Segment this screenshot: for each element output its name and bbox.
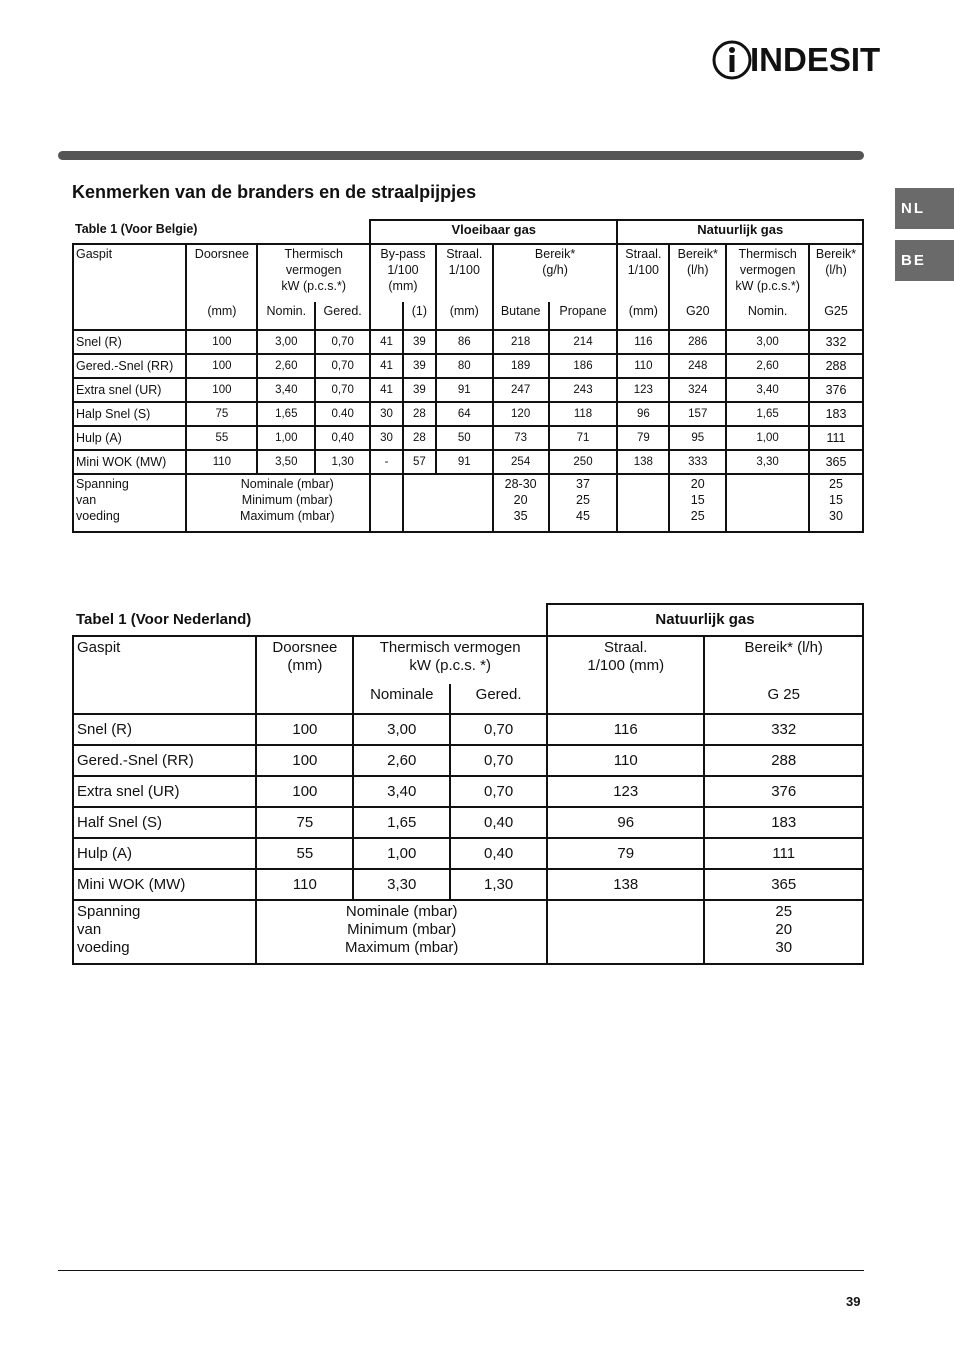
table-cell: 243: [549, 378, 618, 402]
table-cell: 218: [493, 330, 549, 354]
table-cell: 116: [617, 330, 669, 354]
table-cell: 250: [549, 450, 618, 474]
burner-name: Extra snel (UR): [73, 378, 186, 402]
table-cell: 376: [809, 378, 863, 402]
burner-name: Snel (R): [73, 714, 256, 745]
table-cell: 75: [186, 402, 257, 426]
table-cell: 0,40: [315, 426, 370, 450]
table-cell: 138: [617, 450, 669, 474]
supply-cell: [547, 900, 704, 964]
table-cell: 332: [704, 714, 863, 745]
table-cell: 3,30: [353, 869, 450, 900]
table-cell: 0,70: [450, 776, 547, 807]
burner-table-netherlands: [72, 603, 864, 965]
table-cell: 1,00: [257, 426, 315, 450]
supply-propane: 37 25 45: [549, 474, 618, 532]
table-cell: 2,60: [726, 354, 809, 378]
sub-header: Gered.: [315, 302, 370, 330]
table-cell: 3,40: [257, 378, 315, 402]
burner-table-belgium: [72, 219, 864, 533]
supply-label: Spanning van voeding: [73, 900, 256, 964]
supply-g20: 20 15 25: [669, 474, 726, 532]
sub-header: [73, 684, 256, 714]
section-title: Kenmerken van de branders en de straalpijpjes: [72, 182, 477, 202]
table-cell: 55: [256, 838, 353, 869]
table-cell: 324: [669, 378, 726, 402]
table-cell: 0,70: [315, 378, 370, 402]
col-header-straal: Straal. 1/100 (mm): [547, 636, 704, 684]
table-cell: 288: [809, 354, 863, 378]
table-cell: 100: [186, 330, 257, 354]
table-cell: 100: [256, 776, 353, 807]
table-cell: 39: [403, 354, 436, 378]
table-cell: 30: [370, 426, 403, 450]
table-cell: 365: [704, 869, 863, 900]
group-header-ng: Natuurlijk gas: [617, 220, 863, 244]
table-cell: 57: [403, 450, 436, 474]
supply-g25: 25 20 30: [704, 900, 863, 964]
table-cell: 41: [370, 354, 403, 378]
table-cell: 3,40: [726, 378, 809, 402]
table-cell: 55: [186, 426, 257, 450]
table-cell: 123: [547, 776, 704, 807]
table-row: [73, 426, 863, 450]
table-cell: 1,30: [450, 869, 547, 900]
burner-name: Extra snel (UR): [73, 776, 256, 807]
table-cell: 0.40: [315, 402, 370, 426]
col-header-doorsnee: Doorsnee (mm): [256, 636, 353, 684]
sub-header: Butane: [493, 302, 549, 330]
footer-rule: [58, 1270, 864, 1271]
table-cell: 100: [256, 745, 353, 776]
sub-header-gered: Gered.: [450, 684, 547, 714]
table-caption: Tabel 1 (Voor Nederland): [73, 604, 547, 636]
table-cell: 95: [669, 426, 726, 450]
table-cell: 157: [669, 402, 726, 426]
col-header-bereik: Bereik* (l/h): [704, 636, 863, 684]
table-cell: 3,30: [726, 450, 809, 474]
table-cell: 0,40: [450, 807, 547, 838]
burner-name: Mini WOK (MW): [73, 869, 256, 900]
supply-label: Spanning van voeding: [73, 474, 186, 532]
col-header-straal: Straal. 1/100: [436, 244, 493, 302]
table-cell: 214: [549, 330, 618, 354]
table-cell: 332: [809, 330, 863, 354]
col-header-straal-ng: Straal. 1/100: [617, 244, 669, 302]
col-header-gaspit: Gaspit: [73, 244, 186, 302]
table-row: [73, 869, 863, 900]
table-cell: 1,65: [726, 402, 809, 426]
table-cell: 116: [547, 714, 704, 745]
table-row: [73, 776, 863, 807]
sub-header: Nomin.: [257, 302, 315, 330]
supply-cell: [370, 474, 403, 532]
sub-header: G25: [809, 302, 863, 330]
table-cell: 1,00: [726, 426, 809, 450]
supply-g25: 25 15 30: [809, 474, 863, 532]
table-cell: 79: [547, 838, 704, 869]
sub-header: (1): [403, 302, 436, 330]
table-cell: 0,70: [450, 714, 547, 745]
col-header-doorsnee: Doorsnee: [186, 244, 257, 302]
table-cell: 41: [370, 378, 403, 402]
sub-header: [370, 302, 403, 330]
table-cell: 71: [549, 426, 618, 450]
table-cell: 138: [547, 869, 704, 900]
supply-cell: [726, 474, 809, 532]
table-cell: 100: [256, 714, 353, 745]
table-cell: 50: [436, 426, 493, 450]
sub-header: [73, 302, 186, 330]
burner-name: Hulp (A): [73, 426, 186, 450]
header-rule: [58, 151, 864, 160]
table-row: [73, 354, 863, 378]
supply-pressure-labels: Nominale (mbar) Minimum (mbar) Maximum (mbar): [256, 900, 547, 964]
group-header-ng: Natuurlijk gas: [547, 604, 863, 636]
sub-header: (mm): [436, 302, 493, 330]
table-cell: 183: [809, 402, 863, 426]
col-header-thermisch: Thermisch vermogen kW (p.c.s. *): [353, 636, 547, 684]
supply-pressure-labels: Nominale (mbar) Minimum (mbar) Maximum (mbar): [186, 474, 370, 532]
table-cell: 2,60: [257, 354, 315, 378]
col-header-bereik-gh: Bereik* (g/h): [493, 244, 618, 302]
lang-tab-nl[interactable]: NL: [895, 188, 954, 229]
table-cell: 365: [809, 450, 863, 474]
sub-header: (mm): [186, 302, 257, 330]
table-cell: 123: [617, 378, 669, 402]
burner-name: Mini WOK (MW): [73, 450, 186, 474]
supply-butane: 28-30 20 35: [493, 474, 549, 532]
col-header-bereik-lh: Bereik* (l/h): [669, 244, 726, 302]
table-cell: 376: [704, 776, 863, 807]
table-cell: 1,65: [353, 807, 450, 838]
sub-header: G20: [669, 302, 726, 330]
table-cell: 0,40: [450, 838, 547, 869]
supply-cell: [617, 474, 669, 532]
table-cell: 3,00: [257, 330, 315, 354]
col-header-bypass: By-pass 1/100 (mm): [370, 244, 436, 302]
table-cell: 118: [549, 402, 618, 426]
col-header-bereik-lh2: Bereik* (l/h): [809, 244, 863, 302]
burner-name: Half Snel (S): [73, 807, 256, 838]
sub-header: (mm): [617, 302, 669, 330]
table-cell: 91: [436, 450, 493, 474]
table-cell: 110: [256, 869, 353, 900]
table-cell: 110: [617, 354, 669, 378]
burner-name: Halp Snel (S): [73, 402, 186, 426]
table-cell: 2,60: [353, 745, 450, 776]
table-row: [73, 378, 863, 402]
table-cell: 0,70: [315, 330, 370, 354]
table-cell: 254: [493, 450, 549, 474]
table-row: [73, 330, 863, 354]
page-number: 39: [846, 1294, 861, 1309]
table-cell: 1,00: [353, 838, 450, 869]
table-cell: 41: [370, 330, 403, 354]
table-cell: 1,30: [315, 450, 370, 474]
table-cell: 247: [493, 378, 549, 402]
table-cell: 28: [403, 402, 436, 426]
table-cell: 100: [186, 354, 257, 378]
table-cell: 0,70: [315, 354, 370, 378]
sub-header: [256, 684, 353, 714]
table-caption: Table 1 (Voor Belgie): [75, 222, 198, 236]
table-cell: 120: [493, 402, 549, 426]
table-cell: 28: [403, 426, 436, 450]
table-cell: 110: [547, 745, 704, 776]
table-cell: 39: [403, 378, 436, 402]
burner-name: Gered.-Snel (RR): [73, 745, 256, 776]
table-cell: 288: [704, 745, 863, 776]
col-header-gaspit: Gaspit: [73, 636, 256, 684]
table-cell: 3,00: [353, 714, 450, 745]
table-row: [73, 745, 863, 776]
sub-header-nominale: Nominale: [353, 684, 450, 714]
table-cell: 248: [669, 354, 726, 378]
lang-tab-be[interactable]: BE: [895, 240, 954, 281]
table-cell: 96: [617, 402, 669, 426]
col-header-thermisch-ng: Thermisch vermogen kW (p.c.s.*): [726, 244, 809, 302]
table-cell: 39: [403, 330, 436, 354]
sub-header: Nomin.: [726, 302, 809, 330]
table-cell: 80: [436, 354, 493, 378]
table-cell: 86: [436, 330, 493, 354]
table-cell: 79: [617, 426, 669, 450]
table-row: [73, 714, 863, 745]
table-cell: 96: [547, 807, 704, 838]
table-cell: 3,00: [726, 330, 809, 354]
table-cell: 0,70: [450, 745, 547, 776]
burner-name: Snel (R): [73, 330, 186, 354]
table-cell: 3,40: [353, 776, 450, 807]
table-cell: 3,50: [257, 450, 315, 474]
table-cell: 1,65: [257, 402, 315, 426]
table-cell: -: [370, 450, 403, 474]
group-header-lpg: Vloeibaar gas: [370, 220, 617, 244]
table-row: [73, 838, 863, 869]
table-cell: 64: [436, 402, 493, 426]
table-row: [73, 450, 863, 474]
col-header-thermisch: Thermisch vermogen kW (p.c.s.*): [257, 244, 370, 302]
sub-header: Propane: [549, 302, 618, 330]
burner-name: Hulp (A): [73, 838, 256, 869]
table-row: [73, 807, 863, 838]
table-cell: 100: [186, 378, 257, 402]
table-cell: 111: [809, 426, 863, 450]
table-cell: 186: [549, 354, 618, 378]
burner-name: Gered.-Snel (RR): [73, 354, 186, 378]
table-cell: 333: [669, 450, 726, 474]
sub-header-g25: G 25: [704, 684, 863, 714]
brand-name: INDESIT: [750, 41, 881, 78]
sub-header: [547, 684, 704, 714]
table-row: [73, 402, 863, 426]
table-cell: 91: [436, 378, 493, 402]
table-cell: 111: [704, 838, 863, 869]
table-cell: 183: [704, 807, 863, 838]
table-cell: 286: [669, 330, 726, 354]
table-cell: 73: [493, 426, 549, 450]
table-cell: 110: [186, 450, 257, 474]
table-cell: 75: [256, 807, 353, 838]
supply-cell: [403, 474, 493, 532]
table-cell: 30: [370, 402, 403, 426]
table-cell: 189: [493, 354, 549, 378]
